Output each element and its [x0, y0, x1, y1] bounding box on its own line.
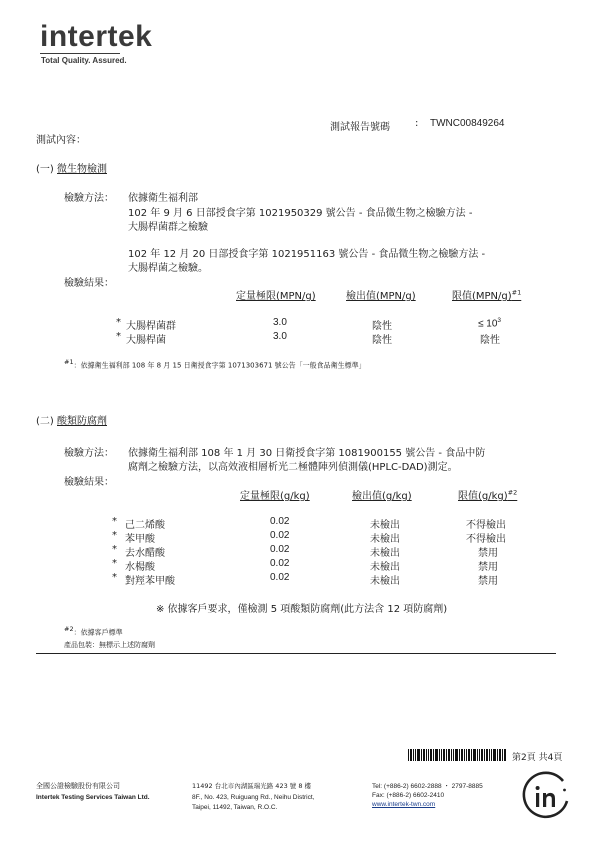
section1-method-label: 檢驗方法： [64, 193, 114, 204]
section1-method-line: 102 年 9 月 6 日部授食字第 1021950329 號公告 - 食品微生物之檢驗方法 - [128, 208, 473, 219]
row-value: 未檢出 [370, 562, 400, 573]
website-link[interactable]: www.intertek-twn.com [372, 801, 436, 808]
row-limit: 禁用 [478, 562, 498, 573]
section1-col-loq: 定量極限(MPN/g) [236, 291, 316, 302]
section1-col-value: 檢出值(MPN/g) [346, 291, 416, 302]
row-name: 苯甲酸 [125, 534, 155, 545]
row-value: 陰性 [372, 321, 392, 332]
row-value: 未檢出 [370, 548, 400, 559]
company-name-zh: 全國公證檢驗股份有限公司 [36, 782, 120, 790]
row-mark: * [112, 516, 117, 527]
barcode [408, 749, 506, 761]
section1-heading: 微生物檢測 [57, 164, 107, 175]
section2-prefix: (二) [36, 416, 54, 427]
report-number: TWNC00849264 [430, 118, 505, 129]
row-mark: * [116, 331, 121, 342]
section1-title [36, 160, 107, 175]
section1-footnote [64, 358, 366, 370]
section1-method-line: 102 年 12 月 20 日部授食字第 1021951163 號公告 - 食品微生物之檢驗方法 - [128, 249, 486, 260]
section1-method-line: 大腸桿菌之檢驗。 [128, 263, 208, 274]
telephone: Tel: (+886-2) 6602-2888 ・ 2797-8885 [372, 783, 483, 790]
section2-method-line: 依據衛生福利部 108 年 1 月 30 日衛授食字第 1081900155 號公告 - 食品中防 [128, 448, 486, 459]
row-mark: * [112, 572, 117, 583]
row-limit [478, 317, 501, 329]
row-limit-sup: 3 [497, 317, 502, 324]
address-en-line1: 8F., No. 423, Ruiguang Rd., Neihu District, [192, 794, 315, 801]
section1-col-limit [452, 287, 521, 302]
row-limit: 禁用 [478, 576, 498, 587]
footnote-mark: #1 [64, 358, 74, 366]
section2-heading: 酸類防腐劑 [57, 416, 107, 427]
section2-col-limit-sup: #2 [507, 488, 518, 497]
section1-method-line: 依據衛生福利部 [128, 193, 198, 204]
row-mark: * [116, 317, 121, 328]
row-name: 己二烯酸 [125, 520, 165, 531]
section2-col-limit-text: 限值(g/kg) [458, 491, 508, 502]
section1-prefix: (一) [36, 164, 54, 175]
intertek-logo: intertek [40, 20, 153, 53]
footnote-text: ：依據衛生福利部 108 年 8 月 15 日衛授食字第 1071303671 號公告「一般食品衛生標準」 [73, 361, 366, 370]
row-loq: 0.02 [270, 558, 290, 569]
company-name-en: Intertek Testing Services Taiwan Ltd. [36, 794, 150, 801]
row-loq: 0.02 [270, 572, 290, 583]
row-limit: 陰性 [480, 335, 500, 346]
row-name: 大腸桿菌群 [126, 321, 176, 332]
row-value: 未檢出 [370, 534, 400, 545]
row-loq: 0.02 [270, 516, 290, 527]
row-mark: * [112, 558, 117, 569]
row-loq: 0.02 [270, 544, 290, 555]
report-number-label: 測試報告號碼 [330, 122, 390, 133]
section1-result-label: 檢驗結果： [64, 278, 114, 289]
section2-method-line: 腐劑之檢驗方法，以高效液相層析光二極體陣列偵測儀(HPLC-DAD)測定。 [128, 462, 458, 473]
section2-footnote [64, 625, 123, 637]
row-name: 水楊酸 [125, 562, 155, 573]
section2-col-limit [458, 487, 517, 502]
row-loq: 3.0 [273, 317, 287, 328]
page-number: 第2頁 共4頁 [512, 753, 563, 763]
row-value: 陰性 [372, 335, 392, 346]
logo-underline [40, 53, 120, 54]
tagline: Total Quality. Assured. [41, 56, 127, 65]
section1-method-line: 大腸桿菌群之檢驗 [128, 222, 208, 233]
row-name: 大腸桿菌 [126, 335, 166, 346]
section-divider [36, 653, 556, 654]
row-limit: 不得檢出 [466, 520, 506, 531]
address-en-line2: Taipei, 11492, Taiwan, R.O.C. [192, 804, 278, 811]
section2-result-label: 檢驗結果： [64, 477, 114, 488]
row-limit: 不得檢出 [466, 534, 506, 545]
footnote-text: ：依據客戶標準 [73, 628, 123, 637]
section1-col-limit-text: 限值(MPN/g) [452, 291, 512, 302]
address-zh: 11492 台北市內湖區瑞光路 423 號 8 樓 [192, 782, 312, 790]
section1-col-limit-sup: #1 [511, 288, 522, 297]
section2-note: ※ 依據客戶要求，僅檢測 5 項酸類防腐劑(此方法含 12 項防腐劑) [156, 604, 448, 615]
report-number-colon: : [415, 118, 419, 129]
row-name: 去水醋酸 [125, 548, 165, 559]
row-mark: * [112, 530, 117, 541]
packaging-note: 產品包裝：無標示上述防腐劑 [64, 641, 155, 649]
row-limit-text: ≤ 10 [478, 318, 498, 330]
row-loq: 0.02 [270, 530, 290, 541]
row-value: 未檢出 [370, 576, 400, 587]
section2-col-value: 檢出值(g/kg) [352, 491, 412, 502]
section2-method-label: 檢驗方法： [64, 448, 114, 459]
footnote-mark: #2 [64, 625, 74, 633]
row-loq: 3.0 [273, 331, 287, 342]
intertek-in-badge-icon [519, 771, 571, 823]
row-name: 對羥苯甲酸 [125, 576, 175, 587]
section2-title [36, 412, 107, 427]
row-limit: 禁用 [478, 548, 498, 559]
section2-col-loq: 定量極限(g/kg) [240, 491, 310, 502]
row-mark: * [112, 544, 117, 555]
fax: Fax: (+886-2) 6602-2410 [372, 792, 445, 799]
test-content-label: 測試內容： [36, 135, 86, 146]
row-value: 未檢出 [370, 520, 400, 531]
